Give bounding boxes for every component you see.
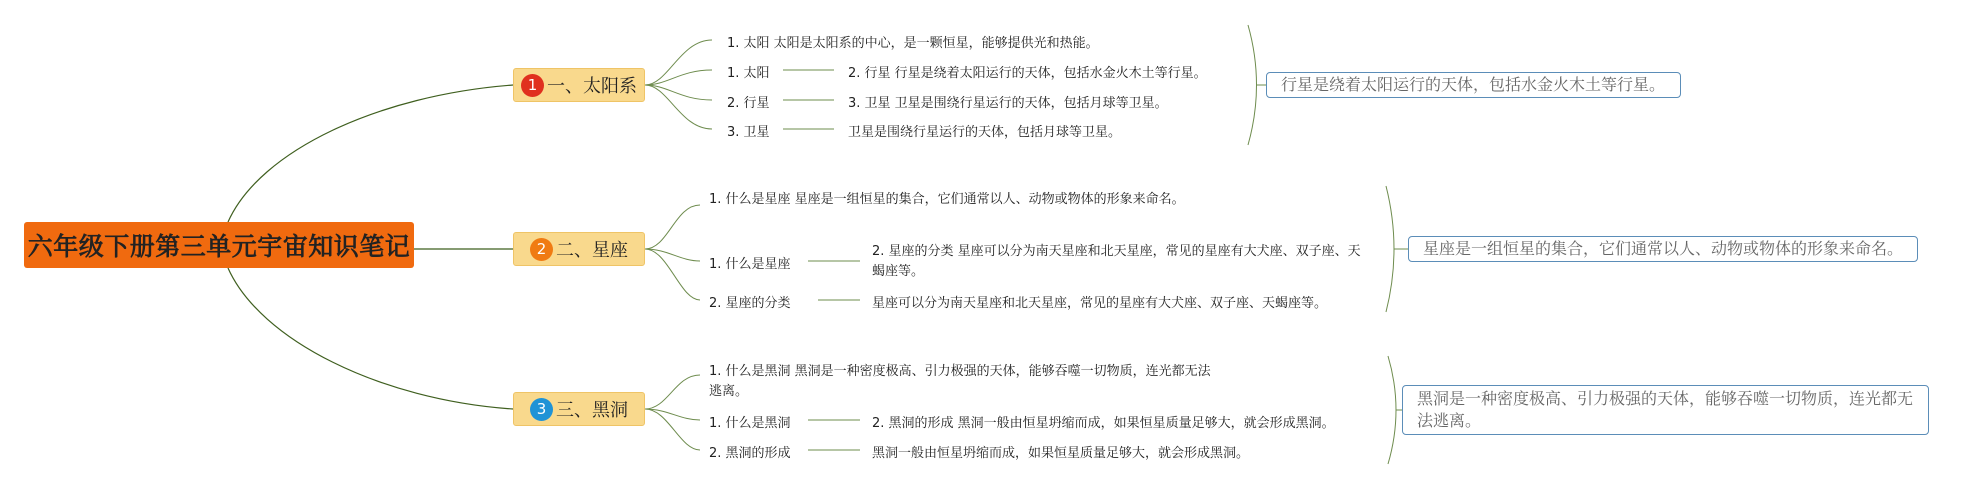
topic-constellation[interactable] (513, 232, 645, 266)
topic-solar-system[interactable] (513, 68, 645, 102)
badge-2-icon: 2 (530, 238, 553, 261)
node-constellation-types-desc[interactable]: 星座可以分为南天星座和北天星座，常见的星座有大犬座、双子座、天蝎座等。 (872, 296, 1328, 311)
node-black-hole-formation-desc[interactable]: 黑洞一般由恒星坍缩而成，如果恒星质量足够大，就会形成黑洞。 (872, 446, 1250, 461)
connector-root-topic1 (228, 85, 513, 222)
node-satellite-desc[interactable]: 卫星是围绕行星运行的天体，包括月球等卫星。 (848, 125, 1122, 140)
node-constellation-types-detail[interactable]: 2. 星座的分类 星座可以分为南天星座和北天星座，常见的星座有大犬座、双子座、天蝎座等。 (872, 244, 1361, 279)
connector-root-topic3 (228, 268, 513, 409)
node-black-hole-detail[interactable]: 1. 什么是黑洞 黑洞是一种密度极高、引力极强的天体，能够吞噬一切物质，连光都无法逃离。 (709, 364, 1211, 399)
node-black-hole-formation[interactable]: 2. 黑洞的形成 (709, 446, 791, 461)
root-topic[interactable]: 六年级下册第三单元宇宙知识笔记 (24, 222, 414, 268)
node-satellite[interactable]: 3. 卫星 (727, 125, 770, 140)
node-sun[interactable]: 1. 太阳 (727, 66, 770, 81)
topic-black-hole[interactable] (513, 392, 645, 426)
node-what-is-constellation[interactable]: 1. 什么是星座 (709, 257, 791, 272)
node-sun-detail[interactable]: 1. 太阳 太阳是太阳系的中心，是一颗恒星，能够提供光和热能。 (727, 36, 1099, 51)
topic-label: 一、太阳系 (547, 76, 637, 97)
node-constellation-types[interactable]: 2. 星座的分类 (709, 296, 791, 311)
node-what-is-black-hole[interactable]: 1. 什么是黑洞 (709, 416, 791, 431)
node-black-hole-formation-detail[interactable]: 2. 黑洞的形成 黑洞一般由恒星坍缩而成，如果恒星质量足够大，就会形成黑洞。 (872, 416, 1335, 431)
summary-black-hole[interactable]: 黑洞是一种密度极高、引力极强的天体，能够吞噬一切物质，连光都无法逃离。 (1402, 385, 1929, 435)
node-satellite-detail[interactable]: 3. 卫星 卫星是围绕行星运行的天体，包括月球等卫星。 (848, 96, 1168, 111)
node-planet-detail[interactable]: 2. 行星 行星是绕着太阳运行的天体，包括水金火木土等行星。 (848, 66, 1207, 81)
badge-1-icon: 1 (521, 74, 544, 97)
node-planet[interactable]: 2. 行星 (727, 96, 770, 111)
topic-label: 二、星座 (556, 240, 628, 261)
summary-solar-system[interactable]: 行星是绕着太阳运行的天体，包括水金火木土等行星。 (1266, 72, 1681, 98)
node-constellation-detail[interactable]: 1. 什么是星座 星座是一组恒星的集合，它们通常以人、动物或物体的形象来命名。 (709, 192, 1185, 207)
topic-label: 三、黑洞 (556, 400, 628, 421)
summary-constellation[interactable]: 星座是一组恒星的集合，它们通常以人、动物或物体的形象来命名。 (1408, 236, 1918, 262)
badge-3-icon: 3 (530, 398, 553, 421)
